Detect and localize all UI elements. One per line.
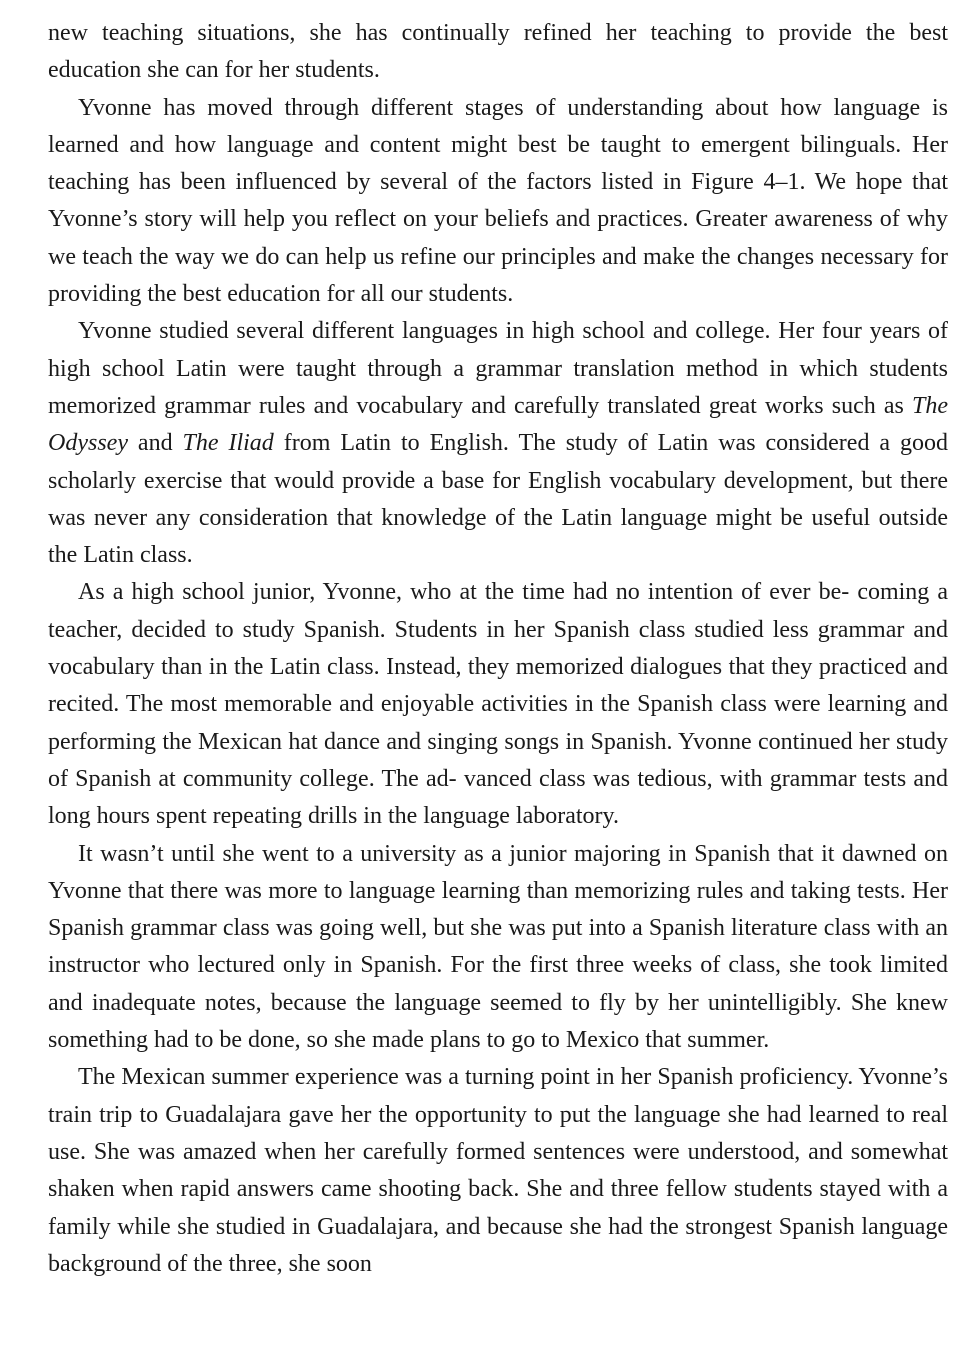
- paragraph-4: [48, 574, 948, 835]
- text-fragment: and: [127, 430, 183, 457]
- text-line: Latin was considered a good scholarly exercise that would provide a base for English: [48, 430, 948, 494]
- text-line: Yvonne’s train trip to Guadalajara gave her the opportunity to put the language she: [48, 1064, 948, 1128]
- text-line: seemed to fly by her unintelligibly. She knew something had to be done, so she made: [48, 989, 949, 1054]
- text-line: and three fellow students stayed with a family while she studied in Guadalajara, and: [48, 1176, 948, 1240]
- paragraph-2: [48, 90, 948, 314]
- text-line: Her teaching has been influenced by several of the factors listed in Figure 4–1. We: [48, 131, 949, 196]
- text-line: is learned and how language and content might best be taught to emergent bilinguals.: [48, 94, 949, 158]
- text-line: and taking tests. Her Spanish grammar class was going well, but she was put into a: [48, 877, 949, 942]
- text-line: vanced class was tedious, with grammar tests and long hours spent repeating drills in: [48, 765, 949, 830]
- text-line: Spanish class were learning and performing the Mexican hat dance and singing songs: [48, 691, 949, 755]
- text-line: great works such as: [708, 392, 912, 419]
- text-line: three weeks of class, she took limited and inadequate notes, because the language: [48, 952, 949, 1016]
- text-line: had learned to real use. She was amazed when her carefully formed sentences were: [48, 1101, 949, 1165]
- text-line: awareness of why we teach the way we do can help us refine our principles and make: [48, 206, 949, 270]
- text-line: years of high school Latin were taught through a grammar translation method in: [48, 318, 948, 382]
- text-line: It wasn’t until she went to a university as a junior majoring in Spanish that it: [78, 840, 835, 867]
- text-line: The Mexican summer experience was a turning point in her Spanish proficiency.: [78, 1064, 854, 1091]
- text-line: coming a teacher, decided to study Spanish. Students in her Spanish class studied less: [48, 579, 949, 643]
- text-line: the language laboratory.: [387, 803, 619, 830]
- text-line: dawned on Yvonne that there was more to language learning than memorizing rules: [48, 840, 949, 904]
- text-line: grammar and vocabulary than in the Latin class. Instead, they memorized dialogues: [48, 616, 949, 681]
- text-line: new teaching situations, she has continually refined her teaching to provide the best: [48, 20, 948, 46]
- text-line: that they practiced and recited. The most memorable and enjoyable activities in the: [48, 654, 948, 718]
- paragraph-6: [48, 1059, 948, 1283]
- book-title-iliad: The Iliad: [182, 430, 274, 457]
- text-line: which students memorized grammar rules and vocabulary and carefully translated: [48, 355, 949, 419]
- paragraph-1: [48, 15, 948, 90]
- text-line: Spanish literature class with an instructor who lectured only in Spanish. For the first: [48, 915, 949, 979]
- text-line: plans to go to Mexico that summer.: [429, 1027, 770, 1054]
- paragraph-5: [48, 836, 948, 1060]
- text-line: vocabulary development, but there was never any consideration that knowledge of the: [48, 467, 949, 531]
- text-line: As a high school junior, Yvonne, who at the time had no intention of ever be-: [78, 579, 850, 606]
- text-line: Yvonne has moved through different stages of understanding about how language: [78, 94, 921, 121]
- paragraph-3: [48, 313, 948, 574]
- text-line: in Spanish. Yvonne continued her study of Spanish at community college. The ad-: [48, 728, 948, 792]
- text-line: hope that Yvonne’s story will help you reflect on your beliefs and practices. Greater: [48, 169, 949, 233]
- text-line: Yvonne studied several different languages in high school and college. Her four: [78, 318, 862, 345]
- text-fragment: from Latin to English. The study of: [273, 430, 648, 457]
- text-line: education she can for her students.: [48, 57, 380, 84]
- book-title-odyssey: The Odyssey: [48, 392, 948, 457]
- text-line: Latin language might be useful outside the Latin class.: [48, 504, 948, 569]
- text-line: the changes necessary for providing the best education for all our students.: [48, 243, 949, 308]
- text-line: understood, and somewhat shaken when rapid answers came shooting back. She: [48, 1138, 949, 1203]
- body-text: [48, 15, 948, 1283]
- text-line: because she had the strongest Spanish language background of the three, she soon: [48, 1213, 948, 1277]
